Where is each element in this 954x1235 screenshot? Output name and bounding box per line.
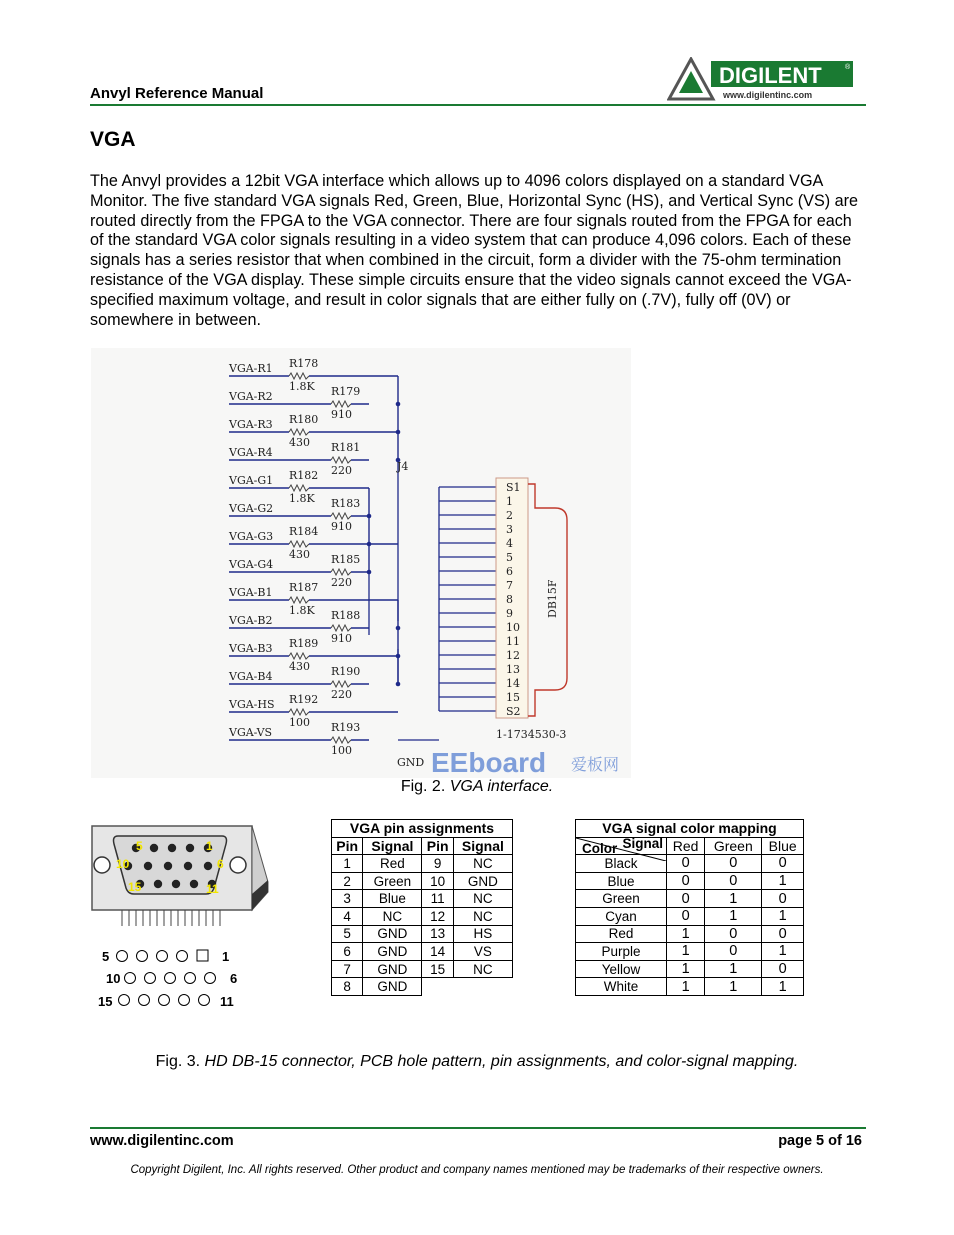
pin-table-cell: GND bbox=[363, 960, 422, 978]
resistor-name: R178 bbox=[289, 357, 319, 370]
signal-label: VGA-R1 bbox=[229, 362, 273, 375]
color-bit-cell: 1 bbox=[667, 925, 705, 943]
connector-pin-label: 12 bbox=[506, 649, 520, 662]
connector-type: DB15F bbox=[546, 579, 559, 618]
pin-table-row bbox=[332, 978, 513, 996]
pin-table-cell: NC bbox=[453, 960, 512, 978]
resistor-name: R188 bbox=[331, 609, 361, 622]
pin-table-cell: HS bbox=[453, 925, 512, 943]
color-table-row bbox=[576, 960, 804, 978]
connector-part: 1-1734530-3 bbox=[496, 728, 567, 741]
resistor-value: 220 bbox=[331, 576, 352, 589]
color-bit-cell: 0 bbox=[705, 872, 762, 890]
footer-divider bbox=[90, 1127, 866, 1129]
pin-table-cell: GND bbox=[363, 925, 422, 943]
color-bit-cell: 0 bbox=[705, 855, 762, 873]
pin-table-cell: Red bbox=[363, 855, 422, 873]
connector-pin-label: 13 bbox=[506, 663, 520, 676]
body-text bbox=[90, 172, 860, 330]
signal-label: VGA-HS bbox=[229, 698, 275, 711]
connector-pin bbox=[164, 862, 172, 870]
pin-table-header: Pin bbox=[332, 837, 363, 855]
pin-table-cell: 1 bbox=[332, 855, 363, 873]
connector-ref: J4 bbox=[397, 460, 409, 473]
color-table-body bbox=[576, 855, 804, 996]
pcb-hole-pattern bbox=[96, 944, 246, 1014]
connector-pin-label: 10 bbox=[506, 621, 520, 634]
color-name-cell: White bbox=[576, 978, 667, 996]
pin-table-cell: 4 bbox=[332, 907, 363, 925]
color-table-header: Red bbox=[667, 837, 705, 855]
pin-assignment-table bbox=[331, 819, 513, 996]
resistor-name: R193 bbox=[331, 721, 361, 734]
junction bbox=[396, 402, 401, 407]
connector-pin bbox=[190, 880, 198, 888]
color-table-row bbox=[576, 872, 804, 890]
connector-pin-label: 9 bbox=[506, 607, 513, 620]
pcb-hole bbox=[117, 951, 128, 962]
hole-label-15: 15 bbox=[98, 994, 113, 1009]
hole-label-5: 5 bbox=[102, 949, 110, 964]
resistor-name: R184 bbox=[289, 525, 319, 538]
pin-table-cell: 13 bbox=[422, 925, 453, 943]
resistor-value: 1.8K bbox=[289, 492, 315, 505]
resistor-name: R181 bbox=[331, 441, 361, 454]
connector-pin bbox=[186, 844, 194, 852]
pin-table-cell: 9 bbox=[422, 855, 453, 873]
connector-pin-label: 11 bbox=[506, 635, 520, 648]
pin-table-cell: 12 bbox=[422, 907, 453, 925]
pcb-hole bbox=[179, 995, 190, 1006]
color-bit-cell: 0 bbox=[762, 890, 804, 908]
pcb-holes bbox=[117, 950, 216, 1006]
connector-pin-label: 5 bbox=[506, 551, 513, 564]
resistor-name: R182 bbox=[289, 469, 319, 482]
pin-table-cell: GND bbox=[363, 943, 422, 961]
pin-table-cell: GND bbox=[363, 978, 422, 996]
pin-table-row bbox=[332, 890, 513, 908]
pin-label-10: 10 bbox=[116, 857, 130, 871]
pcb-hole bbox=[165, 973, 176, 984]
pin-table-cell: NC bbox=[453, 855, 512, 873]
color-table-header: Green bbox=[705, 837, 762, 855]
resistor-value: 1.8K bbox=[289, 604, 315, 617]
connector-pin bbox=[144, 862, 152, 870]
vga-paragraph: The Anvyl provides a 12bit VGA interface which allows up to 4096 colors displayed on a standard VGA Monitor. The five standard VGA signals Red, Green, Blue, Horizontal Sync (HS), and Vertical Sync (VS) are routed directly from the FPGA to the VGA connector. There are four signals routed from the FPGA for each of the standard VGA color signals resulting in a video system that can produce 4,096 colors. Each of these signals has a series resistor that when combined in the circuit, form a divider with the 75-ohm termination resistance of the VGA display. These simple circuits ensure that the video signals cannot exceed the VGA-specified maximum voltage, and result in color signals that are either fully on (.7V), fully off (0V) or somewhere in between. bbox=[90, 172, 859, 329]
hole-label-6: 6 bbox=[230, 971, 238, 986]
figure-2-caption bbox=[0, 778, 954, 796]
color-bit-cell: 0 bbox=[762, 925, 804, 943]
connector-pin bbox=[154, 880, 162, 888]
pin-table-cell: 10 bbox=[422, 872, 453, 890]
resistor-value: 1.8K bbox=[289, 380, 315, 393]
color-bit-cell: 0 bbox=[667, 890, 705, 908]
signal-label: VGA-B2 bbox=[229, 614, 273, 627]
watermark-text: EEboard bbox=[431, 747, 547, 778]
pin-table-row bbox=[332, 943, 513, 961]
color-bit-cell: 1 bbox=[762, 943, 804, 961]
connector-pin bbox=[204, 862, 212, 870]
pin-table-cell: 15 bbox=[422, 960, 453, 978]
resistor-value: 910 bbox=[331, 520, 352, 533]
pcb-hole bbox=[185, 973, 196, 984]
connector-legs bbox=[122, 910, 220, 926]
connector-pin bbox=[172, 880, 180, 888]
pin-label-15: 15 bbox=[128, 880, 142, 894]
header-divider bbox=[90, 104, 866, 106]
connector-pin-label: S2 bbox=[506, 705, 521, 718]
pin-table-cell: NC bbox=[453, 907, 512, 925]
color-bit-cell: 0 bbox=[667, 855, 705, 873]
junction bbox=[367, 542, 372, 547]
color-bit-cell: 0 bbox=[762, 960, 804, 978]
hole-label-10: 10 bbox=[106, 971, 121, 986]
pin-table-cell: GND bbox=[453, 872, 512, 890]
pin-table-header: Signal bbox=[453, 837, 512, 855]
color-name-cell: Yellow bbox=[576, 960, 667, 978]
signal-label: VGA-R4 bbox=[229, 446, 273, 459]
resistor-value: 910 bbox=[331, 408, 352, 421]
pcb-hole-square bbox=[197, 950, 208, 961]
connector-pin-label: 6 bbox=[506, 565, 513, 578]
color-bit-cell: 0 bbox=[667, 872, 705, 890]
pin-table-cell: Blue bbox=[363, 890, 422, 908]
logo-url: www.digilentinc.com bbox=[723, 90, 813, 100]
junction bbox=[396, 430, 401, 435]
db15-connector-illustration bbox=[88, 822, 278, 932]
pin-table-cell: 7 bbox=[332, 960, 363, 978]
signal-label: VGA-R3 bbox=[229, 418, 273, 431]
resistor-name: R183 bbox=[331, 497, 361, 510]
connector-pin bbox=[150, 844, 158, 852]
pin-table-row bbox=[332, 855, 513, 873]
pin-table-cell: 6 bbox=[332, 943, 363, 961]
color-table-row bbox=[576, 943, 804, 961]
color-name-cell: Green bbox=[576, 890, 667, 908]
pcb-hole bbox=[159, 995, 170, 1006]
pin-table-row bbox=[332, 925, 513, 943]
figure-3-prefix: Fig. 3. bbox=[155, 1053, 201, 1070]
pin-label-6: 6 bbox=[217, 857, 224, 871]
resistor-value: 100 bbox=[331, 744, 352, 757]
pcb-hole bbox=[177, 951, 188, 962]
color-bit-cell: 1 bbox=[762, 907, 804, 925]
hole-label-11: 11 bbox=[220, 994, 234, 1009]
page-number: page 5 of 16 bbox=[778, 1133, 862, 1149]
resistor-name: R179 bbox=[331, 385, 361, 398]
signal-label: VGA-VS bbox=[229, 726, 273, 739]
pin-table-cell bbox=[422, 978, 453, 996]
pin-label-11: 11 bbox=[206, 882, 219, 896]
pcb-hole bbox=[139, 995, 150, 1006]
pcb-hole bbox=[137, 951, 148, 962]
resistor-name: R180 bbox=[289, 413, 319, 426]
connector-pin bbox=[168, 844, 176, 852]
pcb-hole bbox=[157, 951, 168, 962]
pcb-hole bbox=[125, 973, 136, 984]
pin-label-5: 5 bbox=[136, 839, 143, 853]
connector-pin-label: 4 bbox=[506, 537, 513, 550]
resistor-value: 430 bbox=[289, 548, 310, 561]
section-title: VGA bbox=[90, 128, 136, 151]
footer-url: www.digilentinc.com bbox=[90, 1133, 234, 1149]
connector-pin-label: 1 bbox=[506, 495, 513, 508]
pin-table-cell: 2 bbox=[332, 872, 363, 890]
resistor-value: 430 bbox=[289, 660, 310, 673]
figure-3-caption bbox=[0, 1053, 954, 1071]
pin-label-1: 1 bbox=[206, 839, 213, 853]
color-table-header: Blue bbox=[762, 837, 804, 855]
connector-pin-label: 2 bbox=[506, 509, 513, 522]
pin-table-row bbox=[332, 960, 513, 978]
color-table-row bbox=[576, 925, 804, 943]
pin-table-caption: VGA pin assignments bbox=[332, 820, 513, 838]
resistor-name: R190 bbox=[331, 665, 361, 678]
color-table-row bbox=[576, 907, 804, 925]
signal-label: VGA-G4 bbox=[229, 558, 274, 571]
resistor-name: R185 bbox=[331, 553, 361, 566]
gnd-label: GND bbox=[397, 756, 425, 769]
logo-text: DIGILENT bbox=[719, 63, 822, 88]
vga-schematic bbox=[91, 348, 631, 778]
header-title: Anvyl Reference Manual bbox=[90, 85, 264, 102]
pcb-hole bbox=[119, 995, 130, 1006]
pin-table-cell: 11 bbox=[422, 890, 453, 908]
resistor-name: R187 bbox=[289, 581, 319, 594]
figure-2-prefix: Fig. 2. bbox=[400, 778, 446, 795]
color-bit-cell: 1 bbox=[762, 872, 804, 890]
junction bbox=[367, 514, 372, 519]
figure-2-text: VGA interface. bbox=[449, 778, 554, 795]
color-bit-cell: 1 bbox=[667, 943, 705, 961]
color-name-cell: Purple bbox=[576, 943, 667, 961]
signal-label: VGA-B1 bbox=[229, 586, 273, 599]
color-bit-cell: 0 bbox=[667, 907, 705, 925]
pin-table-cell: Green bbox=[363, 872, 422, 890]
pin-table-cell: NC bbox=[363, 907, 422, 925]
color-table-caption: VGA signal color mapping bbox=[576, 820, 804, 838]
signal-label: VGA-G3 bbox=[229, 530, 274, 543]
corner-color-label: Color bbox=[582, 841, 618, 857]
resistor-value: 430 bbox=[289, 436, 310, 449]
pin-table-header: Pin bbox=[422, 837, 453, 855]
signal-label: VGA-R2 bbox=[229, 390, 273, 403]
connector-pin-label: 14 bbox=[506, 677, 520, 690]
signal-label: VGA-G2 bbox=[229, 502, 274, 515]
color-bit-cell: 1 bbox=[762, 978, 804, 996]
color-bit-cell: 1 bbox=[705, 978, 762, 996]
color-table-row bbox=[576, 978, 804, 996]
pcb-hole bbox=[199, 995, 210, 1006]
pcb-hole bbox=[205, 973, 216, 984]
pin-table-cell bbox=[453, 978, 512, 996]
signal-label: VGA-G1 bbox=[229, 474, 274, 487]
pin-table-cell: VS bbox=[453, 943, 512, 961]
signal-label: VGA-B3 bbox=[229, 642, 273, 655]
pin-table-cell: NC bbox=[453, 890, 512, 908]
pin-table-cell: 5 bbox=[332, 925, 363, 943]
figure-3-text: HD DB-15 connector, PCB hole pattern, pin assignments, and color-signal mapping. bbox=[204, 1053, 799, 1070]
pin-table-row bbox=[332, 907, 513, 925]
pin-table-cell: 8 bbox=[332, 978, 363, 996]
corner-signal-label: Signal bbox=[622, 835, 663, 851]
color-bit-cell: 1 bbox=[705, 890, 762, 908]
pin-table-cell: 3 bbox=[332, 890, 363, 908]
digilent-logo bbox=[667, 57, 855, 101]
copyright-notice: Copyright Digilent, Inc. All rights reserved. Other product and company names mentioned may be trademarks of their respective owners. bbox=[130, 1164, 824, 1176]
connector-pin-label: 15 bbox=[506, 691, 520, 704]
watermark-cn: 爱板网 bbox=[571, 755, 620, 774]
color-bit-cell: 0 bbox=[705, 925, 762, 943]
color-table-corner bbox=[576, 837, 667, 855]
color-bit-cell: 1 bbox=[705, 907, 762, 925]
color-bit-cell: 0 bbox=[705, 943, 762, 961]
color-name-cell: Black bbox=[576, 855, 667, 873]
pcb-hole bbox=[145, 973, 156, 984]
pin-table-row bbox=[332, 872, 513, 890]
pin-table-body bbox=[332, 855, 513, 996]
color-table-row bbox=[576, 890, 804, 908]
logo-registered: ® bbox=[845, 64, 851, 71]
resistor-value: 220 bbox=[331, 464, 352, 477]
signal-label: VGA-B4 bbox=[229, 670, 273, 683]
pin-table-header: Signal bbox=[363, 837, 422, 855]
resistor-name: R192 bbox=[289, 693, 319, 706]
connector-pin-label: 3 bbox=[506, 523, 513, 536]
resistor-value: 910 bbox=[331, 632, 352, 645]
resistor-value: 100 bbox=[289, 716, 310, 729]
pin-table-cell: 14 bbox=[422, 943, 453, 961]
hole-label-1: 1 bbox=[222, 949, 230, 964]
connector-pin-label: 7 bbox=[506, 579, 513, 592]
connector-pin-label: 8 bbox=[506, 593, 513, 606]
connector-pin bbox=[184, 862, 192, 870]
color-name-cell: Blue bbox=[576, 872, 667, 890]
resistor-value: 220 bbox=[331, 688, 352, 701]
color-name-cell: Cyan bbox=[576, 907, 667, 925]
junction bbox=[396, 626, 401, 631]
color-name-cell: Red bbox=[576, 925, 667, 943]
color-mapping-table bbox=[575, 819, 804, 996]
resistor-name: R189 bbox=[289, 637, 319, 650]
color-bit-cell: 1 bbox=[667, 960, 705, 978]
color-bit-cell: 1 bbox=[667, 978, 705, 996]
color-bit-cell: 1 bbox=[705, 960, 762, 978]
color-bit-cell: 0 bbox=[762, 855, 804, 873]
connector-pin-label: S1 bbox=[506, 481, 521, 494]
